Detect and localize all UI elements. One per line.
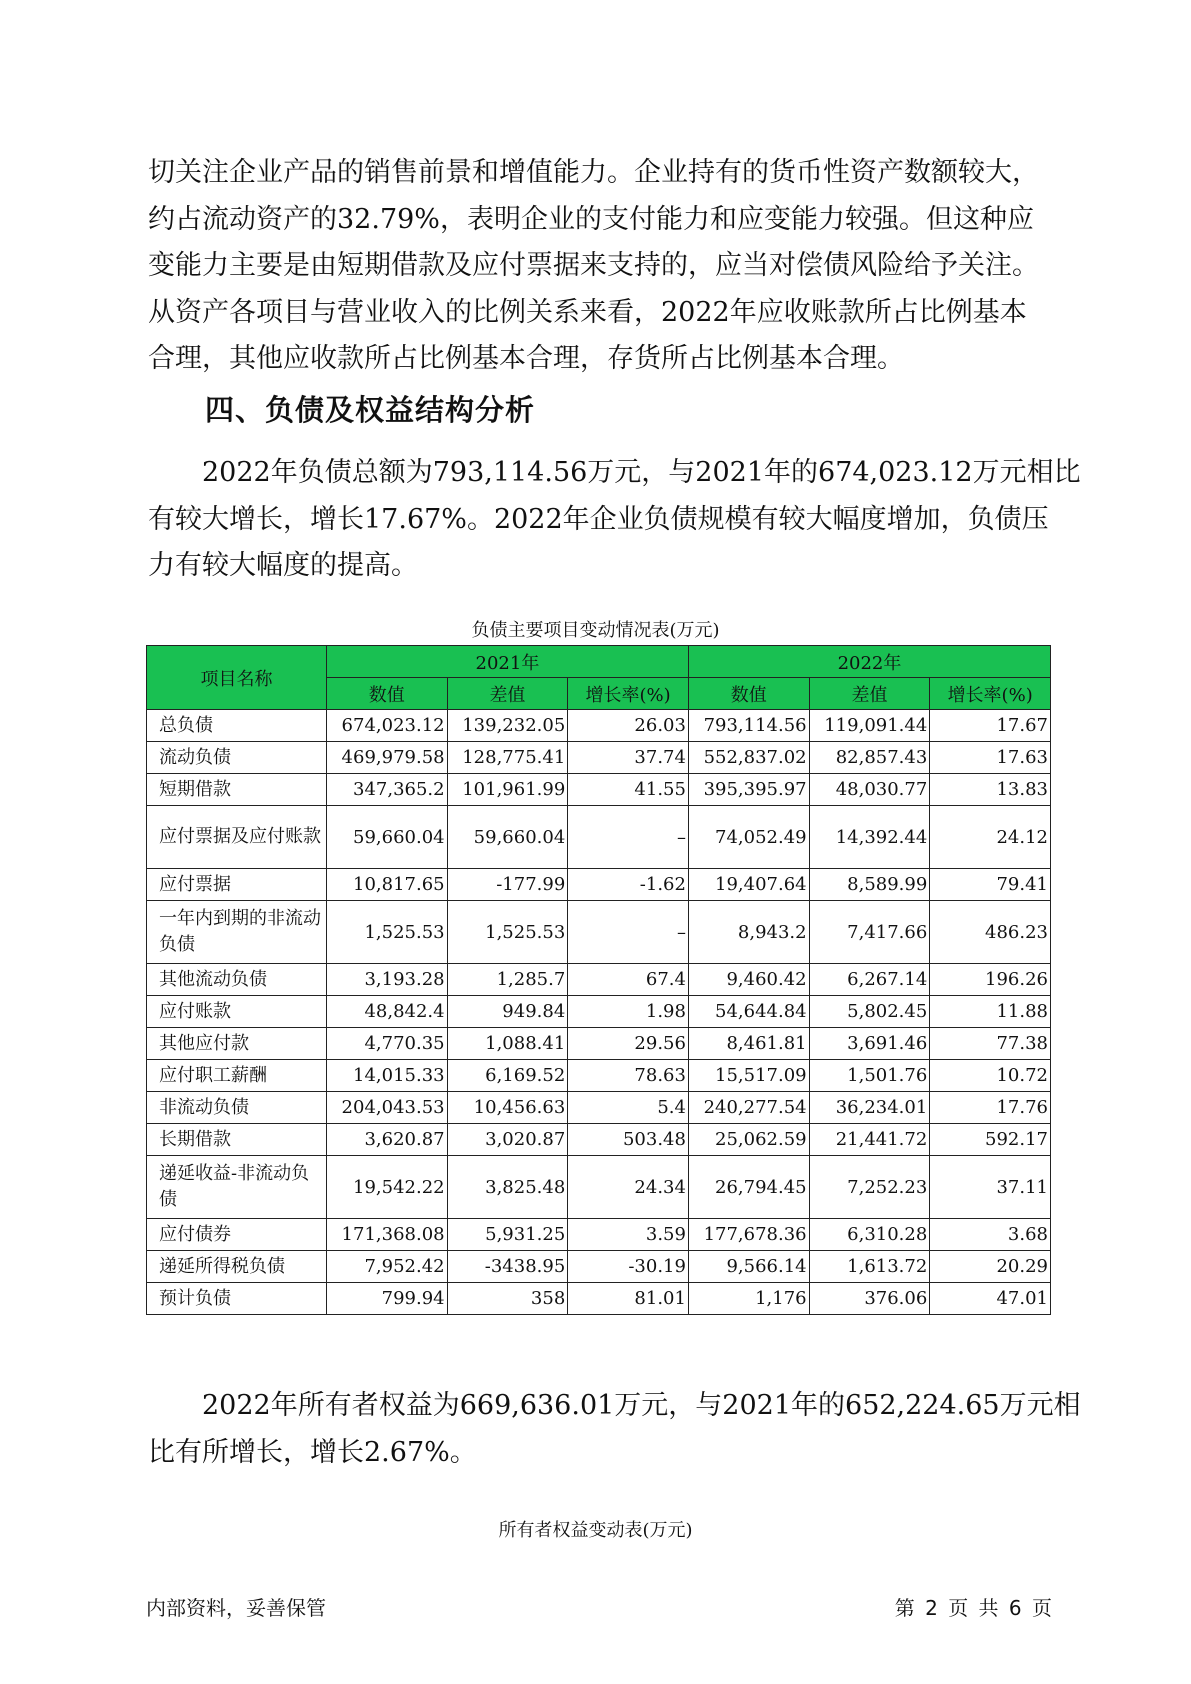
row-value-cell: -177.99: [447, 869, 568, 901]
row-value-cell: 592.17: [930, 1124, 1051, 1156]
row-value-cell: 26,794.45: [688, 1156, 809, 1219]
table-row: [147, 1060, 1051, 1092]
row-value-cell: 81.01: [568, 1283, 689, 1315]
paragraph-asset-analysis: [148, 150, 1053, 383]
table-row: [147, 1251, 1051, 1283]
row-item-name: 应付票据及应付账款: [147, 806, 327, 869]
row-value-cell: 24.34: [568, 1156, 689, 1219]
row-value-cell: 6,267.14: [809, 964, 930, 996]
row-value-cell: 793,114.56: [688, 710, 809, 742]
row-value-cell: 3,825.48: [447, 1156, 568, 1219]
row-item-name: 应付职工薪酬: [147, 1060, 327, 1092]
row-value-cell: 128,775.41: [447, 742, 568, 774]
row-value-cell: 347,365.2: [326, 774, 447, 806]
row-value-cell: 358: [447, 1283, 568, 1315]
row-item-name: 总负债: [147, 710, 327, 742]
row-value-cell: 1,285.7: [447, 964, 568, 996]
row-value-cell: 503.48: [568, 1124, 689, 1156]
subheader-growth-rate: 增长率(%): [568, 678, 689, 710]
row-item-name: 长期借款: [147, 1124, 327, 1156]
row-value-cell: 5.4: [568, 1092, 689, 1124]
table-row: [147, 901, 1051, 964]
table-caption-liabilities: 负债主要项目变动情况表(万元): [471, 620, 720, 641]
row-item-name: 流动负债: [147, 742, 327, 774]
section-heading: 四、负债及权益结构分析: [205, 393, 536, 427]
row-value-cell: 171,368.08: [326, 1219, 447, 1251]
row-item-name: 递延收益-非流动负债: [147, 1156, 327, 1219]
row-item-name: 其他流动负债: [147, 964, 327, 996]
liabilities-table: [146, 645, 1051, 1315]
row-item-name: 一年内到期的非流动负债: [147, 901, 327, 964]
footer-page-number: 第 2 页 共 6 页: [894, 1596, 1052, 1620]
row-value-cell: 25,062.59: [688, 1124, 809, 1156]
table-row: [147, 964, 1051, 996]
table-row: [147, 1283, 1051, 1315]
row-item-name: 其他应付款: [147, 1028, 327, 1060]
table-row: [147, 996, 1051, 1028]
row-value-cell: 196.26: [930, 964, 1051, 996]
row-item-name: 非流动负债: [147, 1092, 327, 1124]
row-value-cell: 8,461.81: [688, 1028, 809, 1060]
text-line: 约占流动资产的32.79%，表明企业的支付能力和应变能力较强。但这种应: [148, 203, 1034, 235]
row-value-cell: 15,517.09: [688, 1060, 809, 1092]
row-value-cell: –: [568, 901, 689, 964]
row-value-cell: 177,678.36: [688, 1219, 809, 1251]
row-value-cell: 29.56: [568, 1028, 689, 1060]
row-value-cell: 59,660.04: [447, 806, 568, 869]
subheader-value: 数值: [326, 678, 447, 710]
row-value-cell: -3438.95: [447, 1251, 568, 1283]
row-value-cell: 14,015.33: [326, 1060, 447, 1092]
row-value-cell: 20.29: [930, 1251, 1051, 1283]
row-value-cell: 486.23: [930, 901, 1051, 964]
table-row: [147, 1028, 1051, 1060]
row-value-cell: 9,460.42: [688, 964, 809, 996]
row-value-cell: 7,252.23: [809, 1156, 930, 1219]
row-value-cell: -30.19: [568, 1251, 689, 1283]
table-row: [147, 806, 1051, 869]
row-value-cell: 19,542.22: [326, 1156, 447, 1219]
paragraph-equity-summary: [148, 1383, 1081, 1476]
header-year-2021: 2021年: [326, 646, 688, 678]
row-value-cell: 10,817.65: [326, 869, 447, 901]
row-value-cell: 19,407.64: [688, 869, 809, 901]
row-value-cell: 139,232.05: [447, 710, 568, 742]
row-item-name: 应付票据: [147, 869, 327, 901]
row-value-cell: 376.06: [809, 1283, 930, 1315]
row-value-cell: 119,091.44: [809, 710, 930, 742]
row-value-cell: 7,417.66: [809, 901, 930, 964]
row-value-cell: 17.76: [930, 1092, 1051, 1124]
row-value-cell: 6,310.28: [809, 1219, 930, 1251]
row-value-cell: 77.38: [930, 1028, 1051, 1060]
row-value-cell: 21,441.72: [809, 1124, 930, 1156]
row-value-cell: 17.67: [930, 710, 1051, 742]
table-row: [147, 710, 1051, 742]
row-value-cell: 3,020.87: [447, 1124, 568, 1156]
row-value-cell: 1.98: [568, 996, 689, 1028]
row-value-cell: 10,456.63: [447, 1092, 568, 1124]
row-value-cell: 1,525.53: [326, 901, 447, 964]
text-line: 有较大增长，增长17.67%。2022年企业负债规模有较大幅度增加，负债压: [148, 503, 1049, 535]
liabilities-table-body: [147, 710, 1051, 1315]
row-value-cell: 10.72: [930, 1060, 1051, 1092]
footer-confidential-note: 内部资料，妥善保管: [146, 1596, 326, 1620]
subheader-difference: 差值: [447, 678, 568, 710]
row-value-cell: 469,979.58: [326, 742, 447, 774]
table-row: [147, 1219, 1051, 1251]
row-value-cell: 1,501.76: [809, 1060, 930, 1092]
table-row: [147, 774, 1051, 806]
row-value-cell: 204,043.53: [326, 1092, 447, 1124]
row-value-cell: 6,169.52: [447, 1060, 568, 1092]
row-value-cell: 48,030.77: [809, 774, 930, 806]
row-value-cell: 67.4: [568, 964, 689, 996]
row-value-cell: 395,395.97: [688, 774, 809, 806]
row-item-name: 应付债券: [147, 1219, 327, 1251]
text-line: 力有较大幅度的提高。: [148, 550, 418, 581]
row-value-cell: 26.03: [568, 710, 689, 742]
row-value-cell: –: [568, 806, 689, 869]
row-item-name: 预计负债: [147, 1283, 327, 1315]
row-value-cell: 54,644.84: [688, 996, 809, 1028]
table-row: [147, 1124, 1051, 1156]
row-value-cell: 949.84: [447, 996, 568, 1028]
row-value-cell: 47.01: [930, 1283, 1051, 1315]
row-item-name: 应付账款: [147, 996, 327, 1028]
row-value-cell: 1,088.41: [447, 1028, 568, 1060]
text-line: 变能力主要是由短期借款及应付票据来支持的，应当对偿债风险给予关注。: [148, 250, 1039, 281]
row-value-cell: 4,770.35: [326, 1028, 447, 1060]
table-row: [147, 869, 1051, 901]
text-line: 2022年负债总额为793,114.56万元，与2021年的674,023.12万元相比: [148, 457, 1081, 488]
row-value-cell: 17.63: [930, 742, 1051, 774]
row-value-cell: 9,566.14: [688, 1251, 809, 1283]
table-row: [147, 1156, 1051, 1219]
row-value-cell: 78.63: [568, 1060, 689, 1092]
table-row: [147, 742, 1051, 774]
row-value-cell: 8,943.2: [688, 901, 809, 964]
row-item-name: 短期借款: [147, 774, 327, 806]
row-value-cell: 11.88: [930, 996, 1051, 1028]
row-value-cell: 101,961.99: [447, 774, 568, 806]
subheader-growth-rate: 增长率(%): [930, 678, 1051, 710]
subheader-value: 数值: [688, 678, 809, 710]
text-line: 合理，其他应收款所占比例基本合理，存货所占比例基本合理。: [148, 343, 904, 374]
row-value-cell: 799.94: [326, 1283, 447, 1315]
text-line: 2022年所有者权益为669,636.01万元，与2021年的652,224.65万元相: [148, 1390, 1081, 1421]
header-item-name: 项目名称: [147, 646, 327, 710]
row-value-cell: 37.11: [930, 1156, 1051, 1219]
row-value-cell: 41.55: [568, 774, 689, 806]
row-value-cell: 1,525.53: [447, 901, 568, 964]
row-value-cell: 3.68: [930, 1219, 1051, 1251]
row-value-cell: 13.83: [930, 774, 1051, 806]
row-value-cell: 14,392.44: [809, 806, 930, 869]
text-line: 从资产各项目与营业收入的比例关系来看，2022年应收账款所占比例基本: [148, 296, 1027, 328]
row-value-cell: 3,620.87: [326, 1124, 447, 1156]
row-value-cell: 48,842.4: [326, 996, 447, 1028]
row-value-cell: 5,931.25: [447, 1219, 568, 1251]
header-year-2022: 2022年: [688, 646, 1050, 678]
row-value-cell: 5,802.45: [809, 996, 930, 1028]
table-row: [147, 1092, 1051, 1124]
paragraph-liability-summary: [148, 450, 1081, 590]
row-value-cell: 74,052.49: [688, 806, 809, 869]
row-value-cell: 674,023.12: [326, 710, 447, 742]
row-value-cell: 37.74: [568, 742, 689, 774]
row-value-cell: 1,176: [688, 1283, 809, 1315]
row-value-cell: 24.12: [930, 806, 1051, 869]
text-line: 比有所增长，增长2.67%。: [148, 1436, 477, 1468]
row-value-cell: 59,660.04: [326, 806, 447, 869]
row-value-cell: 7,952.42: [326, 1251, 447, 1283]
row-value-cell: 3,193.28: [326, 964, 447, 996]
row-value-cell: 240,277.54: [688, 1092, 809, 1124]
row-value-cell: -1.62: [568, 869, 689, 901]
subheader-difference: 差值: [809, 678, 930, 710]
row-item-name: 递延所得税负债: [147, 1251, 327, 1283]
row-value-cell: 82,857.43: [809, 742, 930, 774]
text-line: 切关注企业产品的销售前景和增值能力。企业持有的货币性资产数额较大，: [148, 157, 1039, 188]
table-caption-equity: 所有者权益变动表(万元): [498, 1520, 693, 1541]
row-value-cell: 36,234.01: [809, 1092, 930, 1124]
row-value-cell: 1,613.72: [809, 1251, 930, 1283]
row-value-cell: 552,837.02: [688, 742, 809, 774]
row-value-cell: 8,589.99: [809, 869, 930, 901]
row-value-cell: 3.59: [568, 1219, 689, 1251]
row-value-cell: 3,691.46: [809, 1028, 930, 1060]
row-value-cell: 79.41: [930, 869, 1051, 901]
